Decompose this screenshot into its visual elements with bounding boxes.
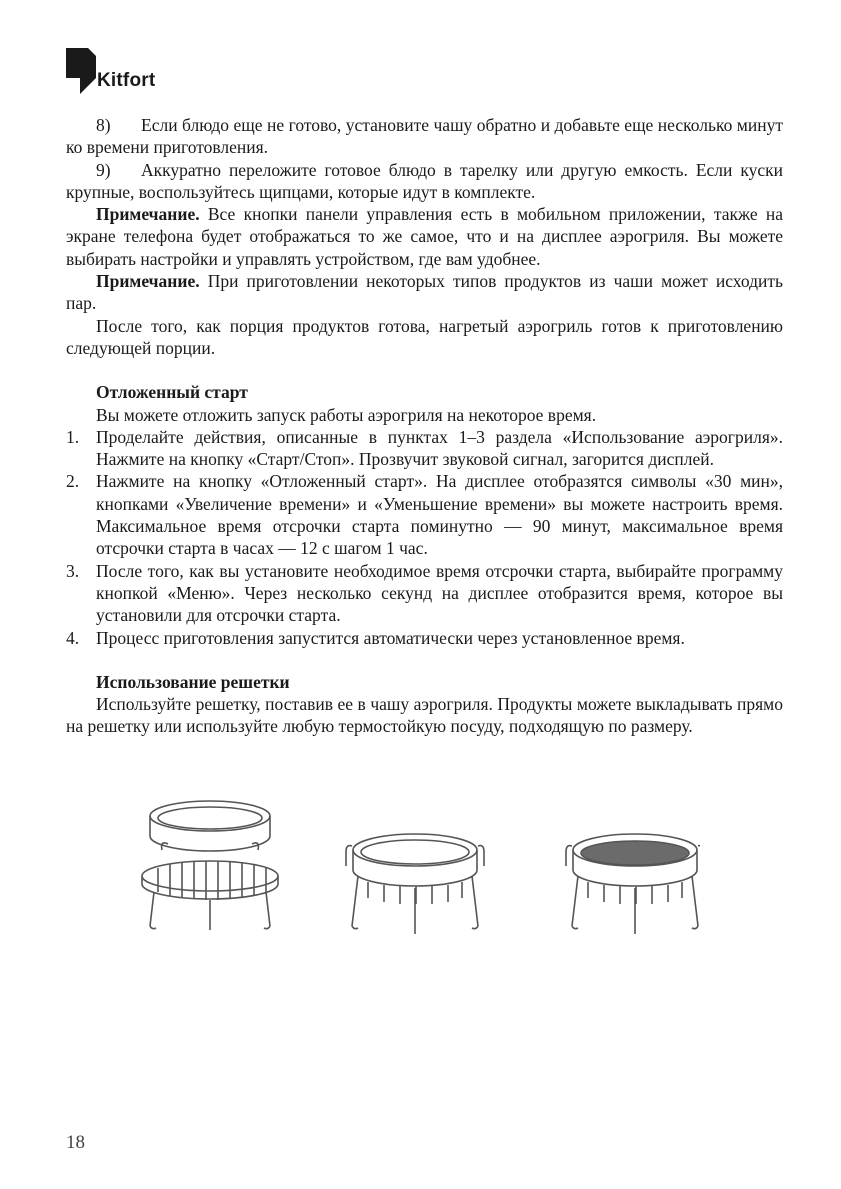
list-item: 3. После того, как вы установите необходимое время отсрочки старта, выбирайте программу кнопкой «Меню». Через несколько секунд на дисплее отобразится время, которое вы установили для отсрочки старта.	[66, 560, 783, 626]
page-content	[66, 114, 783, 738]
kitfort-logo-icon	[66, 48, 96, 94]
list-item: 1. Проделайте действия, описанные в пунктах 1–3 раздела «Использование аэрогриля». Нажмите на кнопку «Старт/Стоп». Прозвучит звуковой сигнал, загорится дисплей.	[66, 426, 783, 470]
rack-with-food-illustration	[566, 834, 700, 934]
rack-illustrations	[140, 788, 700, 948]
brand-name: Kitfort	[97, 70, 156, 91]
rack-usage-heading: Использование решетки	[96, 671, 290, 692]
page-number: 18	[66, 1132, 85, 1153]
step-8: 8) Если блюдо еще не готово, установите чашу обратно и добавьте еще несколько минут ко времени приготовления.	[66, 115, 783, 158]
note-steam: Примечание. При приготовлении некоторых типов продуктов из чаши может исходить пар.	[66, 271, 783, 314]
brand-logo	[66, 48, 155, 94]
note-app: Примечание. Все кнопки панели управления есть в мобильном приложении, также на экране телефона будет отображаться то же самое, что и на дисплее аэрогриля. Вы можете выбирать настройки и управлять устройством, где вам удобнее.	[66, 204, 783, 269]
delayed-start-heading: Отложенный старт	[96, 382, 248, 403]
closing-paragraph: После того, как порция продуктов готова, нагретый аэрогриль готов к приготовлению следующей порции.	[66, 315, 783, 358]
delayed-start-steps	[66, 426, 783, 649]
rack-in-bowl-illustration	[346, 834, 484, 934]
step-9: 9) Аккуратно переложите готовое блюдо в тарелку или другую емкость. Если куски крупные, воспользуйтесь щипцами, которые идут в комплекте.	[66, 159, 783, 202]
rack-usage-text: Используйте решетку, поставив ее в чашу аэрогриля. Продукты можете выкладывать прямо на решетку или используйте любую термостойкую посуду, подходящую по размеру.	[66, 694, 783, 737]
rack-with-raised-bowl-illustration	[142, 801, 278, 930]
delayed-start-intro: Вы можете отложить запуск работы аэрогриля на некоторое время.	[96, 404, 597, 425]
list-item: 4. Процесс приготовления запустится автоматически через установленное время.	[66, 627, 685, 648]
list-item: 2. Нажмите на кнопку «Отложенный старт». На дисплее отобразятся символы «30 мин», кнопками «Увеличение времени» и «Уменьшение времени» вы можете настроить время. Максимальное время отсрочки старта поминутно — 90 минут, максимальное время отсрочки старта в часах — 12 с шагом 1 час.	[66, 471, 783, 559]
